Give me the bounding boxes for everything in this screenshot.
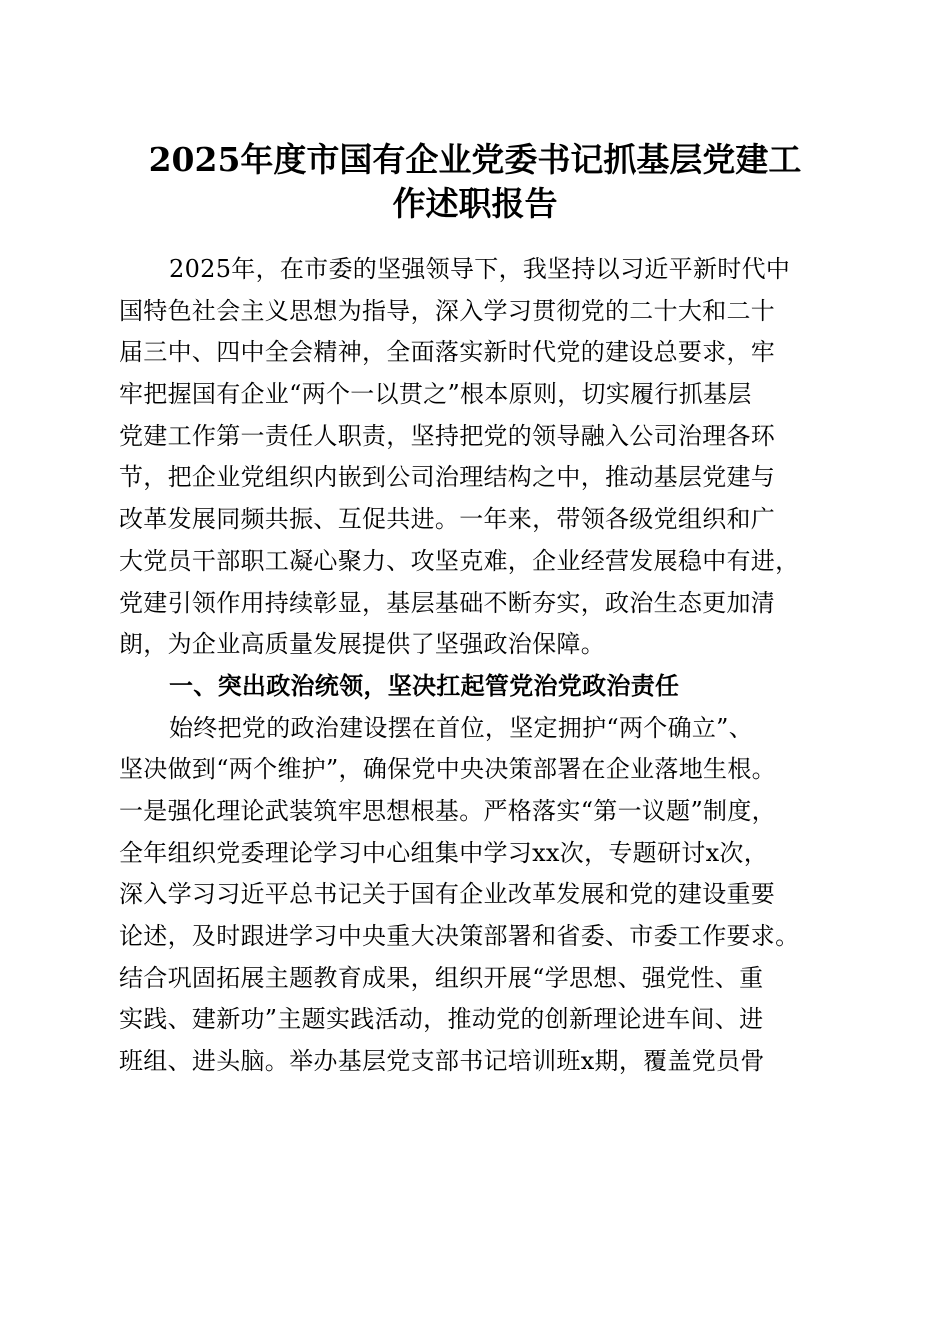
paragraph-line: 改革发展同频共振、互促共进。一年来，带领各级党组织和广 bbox=[119, 505, 776, 534]
paragraph-line: 始终把党的政治建设摆在首位，坚定拥护“两个确立”、 bbox=[169, 713, 754, 742]
paragraph-line: 大党员干部职工凝心聚力、攻坚克难，企业经营发展稳中有进， bbox=[119, 546, 800, 575]
paragraph-line: 坚决做到“两个维护”，确保党中央决策部署在企业落地生根。 bbox=[119, 755, 776, 784]
paragraph-line: 党建工作第一责任人职责，坚持把党的领导融入公司治理各环 bbox=[119, 421, 776, 450]
paragraph-line: 节，把企业党组织内嵌到公司治理结构之中，推动基层党建与 bbox=[119, 463, 776, 492]
paragraph-line: 2025年，在市委的坚强领导下，我坚持以习近平新时代中 bbox=[169, 255, 791, 283]
paragraph-line: 深入学习习近平总书记关于国有企业改革发展和党的建设重要 bbox=[119, 880, 776, 909]
paragraph-line: 实践、建新功”主题实践活动，推动党的创新理论进车间、进 bbox=[119, 1005, 764, 1034]
paragraph-line: 党建引领作用持续彰显，基层基础不断夯实，政治生态更加清 bbox=[119, 588, 776, 617]
document-title-line-2: 作述职报告 bbox=[392, 184, 558, 223]
paragraph-line: 朗，为企业高质量发展提供了坚强政治保障。 bbox=[119, 630, 605, 659]
paragraph-line: 论述，及时跟进学习中央重大决策部署和省委、市委工作要求。 bbox=[119, 922, 800, 950]
paragraph-line: 届三中、四中全会精神，全面落实新时代党的建设总要求，牢 bbox=[119, 338, 776, 367]
paragraph-line: 全年组织党委理论学习中心组集中学习xx次，专题研讨x次， bbox=[119, 838, 769, 867]
paragraph-line: 一是强化理论武装筑牢思想根基。严格落实“第一议题”制度， bbox=[119, 796, 776, 825]
paragraph-line: 班组、进头脑。举办基层党支部书记培训班x期，覆盖党员骨 bbox=[119, 1047, 765, 1076]
document-body bbox=[119, 249, 839, 1083]
paragraph-line: 牢把握国有企业“两个一以贯之”根本原则，切实履行抓基层 bbox=[119, 380, 752, 409]
paragraph-line: 国特色社会主义思想为指导，深入学习贯彻党的二十大和二十 bbox=[119, 296, 776, 325]
paragraph-line: 结合巩固拓展主题教育成果，组织开展“学思想、强党性、重 bbox=[119, 963, 764, 992]
section-heading: 一、突出政治统领，坚决扛起管党治党政治责任 bbox=[169, 671, 680, 700]
document-title-line-1: 2025年度市国有企业党委书记抓基层党建工 bbox=[148, 140, 802, 179]
